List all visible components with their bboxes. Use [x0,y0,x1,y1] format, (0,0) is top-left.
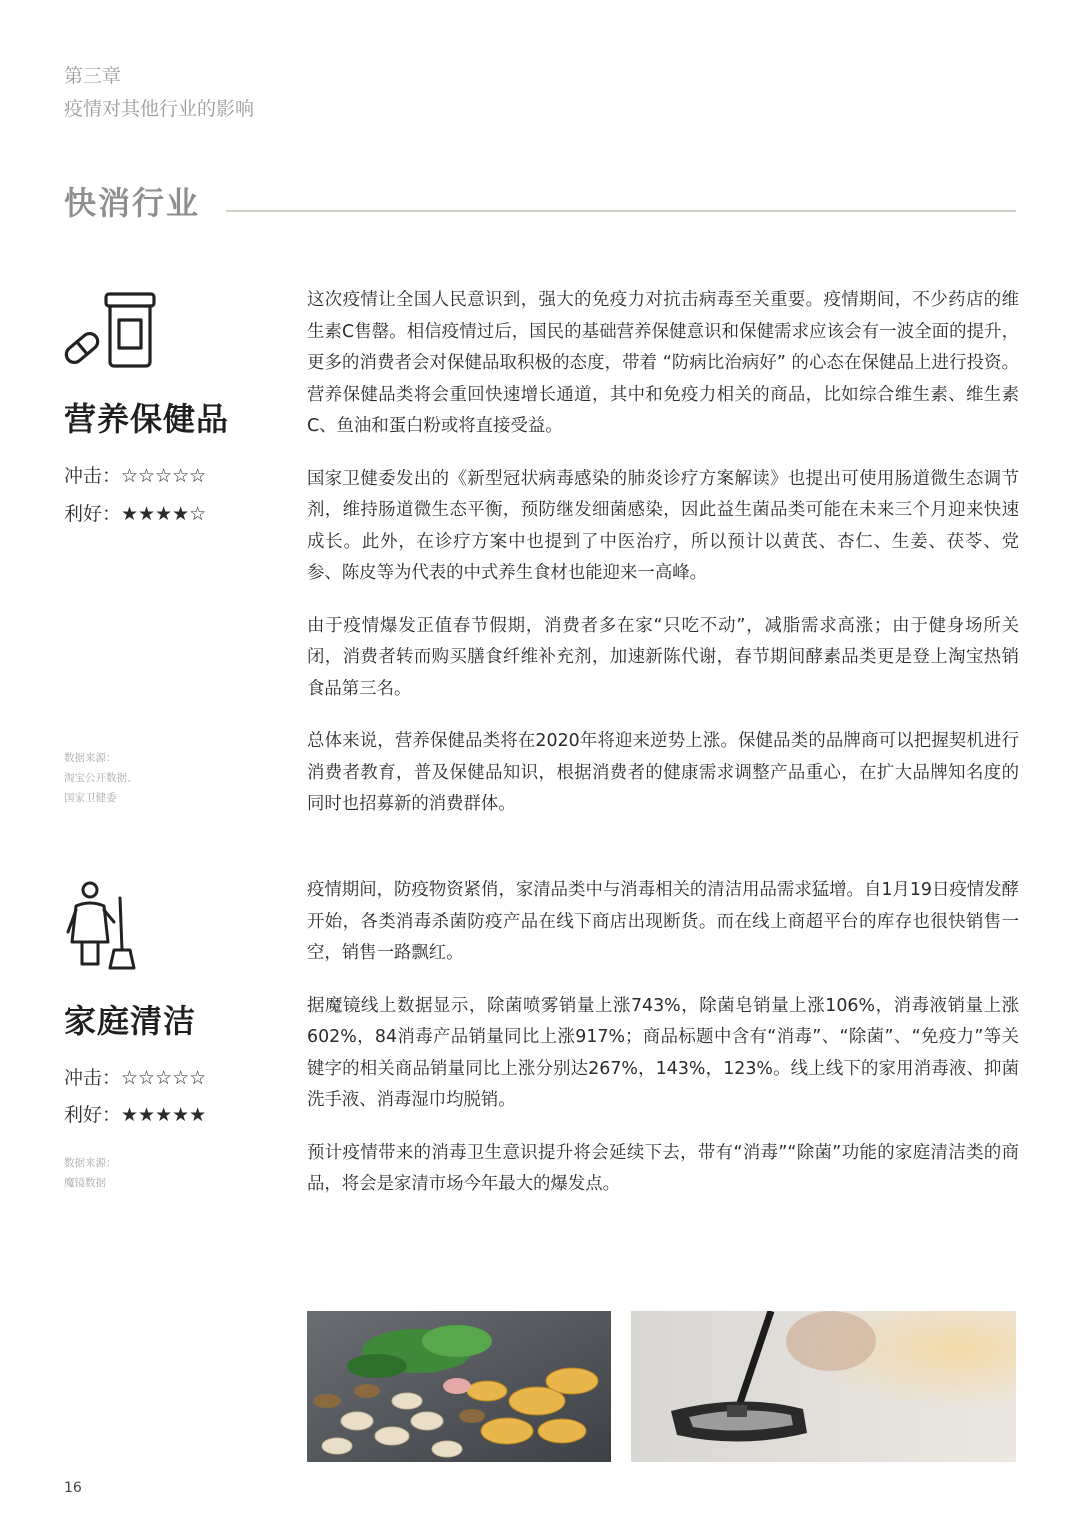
category-title-cleaning: 家庭清洁 [64,1002,197,1040]
impact-rating: 冲击：☆☆☆☆☆ [64,1067,207,1089]
chapter-number: 第三章 [64,65,122,87]
impact-stars: ☆☆☆☆☆ [121,465,207,487]
cleaner-person-icon [62,880,142,972]
page-number: 16 [64,1480,82,1496]
impact-rating: 冲击：☆☆☆☆☆ [64,465,207,487]
section-title: 快消行业 [64,184,201,222]
paragraph: 这次疫情让全国人民意识到，强大的免疫力对抗击病毒至关重要。疫情期间，不少药店的维生素C售罄。相信疫情过后，国民的基础营养保健意识和保健需求应该会有一波全面的提升，更多的消费者会对保健品取积极的态度，带着 “防病比治病好” 的心态在保健品上进行投资。营养保健品类将会重回快速增长通道，其中和免疫力相关的商品，比如综合维生素、维生素C、鱼油和蛋白粉或将直接受益。 [307,290,1019,436]
cleaning-body [307,875,1019,1222]
vitamins-photo [307,1311,611,1462]
benefit-rating: 利好：★★★★★ [64,1104,207,1126]
chapter-title: 疫情对其他行业的影响 [64,98,255,120]
chapter-heading [64,60,254,126]
paragraph: 预计疫情带来的消毒卫生意识提升将会延续下去，带有“消毒”“除菌”功能的家庭清洁类的商品，将会是家清市场今年最大的爆发点。 [307,1142,1019,1194]
category-title-nutrition: 营养保健品 [64,400,230,438]
benefit-stars: ★★★★★ [121,1104,207,1126]
paragraph: 据魔镜线上数据显示，除菌喷雾销量上涨743%，除菌皂销量上涨106%，消毒液销量上涨602%，84消毒产品销量同比上涨917%；商品标题中含有“消毒”、“除菌”、“免疫力”等关键字的相关商品销量同比上涨分别达267%，143%，123%。线上线下的家用消毒液、抑菌洗手液、消毒湿巾均脱销。 [307,995,1019,1110]
benefit-rating: 利好：★★★★☆ [64,503,207,525]
vacuum-photo [631,1311,1016,1462]
benefit-stars: ★★★★☆ [121,503,207,525]
paragraph: 国家卫健委发出的《新型冠状病毒感染的肺炎诊疗方案解读》也提出可使用肠道微生态调节剂，维持肠道微生态平衡，预防继发细菌感染，因此益生菌品类可能在未来三个月迎来快速成长。此外，在诊疗方案中也提到了中医治疗，所以预计以黄芪、杏仁、生姜、茯苓、党参、陈皮等为代表的中式养生食材也能迎来一高峰。 [307,468,1019,583]
pill-bottle-icon [62,290,162,372]
nutrition-body [307,285,1019,842]
data-source-note: 数据来源： 淘宝公开数据、 国家卫健委 [64,752,138,804]
data-source-note: 数据来源： 魔镜数据 [64,1157,117,1189]
paragraph: 疫情期间，防疫物资紧俏，家清品类中与消毒相关的清洁用品需求猛增。自1月19日疫情发酵开始，各类消毒杀菌防疫产品在线下商店出现断货。而在线上商超平台的库存也很快销售一空，销售一路飘红。 [307,880,1019,963]
impact-stars: ☆☆☆☆☆ [121,1067,207,1089]
section-divider [226,210,1016,212]
paragraph: 由于疫情爆发正值春节假期，消费者多在家“只吃不动”，减脂需求高涨；由于健身场所关闭，消费者转而购买膳食纤维补充剂，加速新陈代谢，春节期间酵素品类更是登上淘宝热销食品第三名。 [307,615,1019,699]
paragraph: 总体来说，营养保健品类将在2020年将迎来逆势上涨。保健品类的品牌商可以把握契机进行消费者教育，普及保健品知识，根据消费者的健康需求调整产品重心，在扩大品牌知名度的同时也招募新的消费群体。 [307,731,1019,814]
